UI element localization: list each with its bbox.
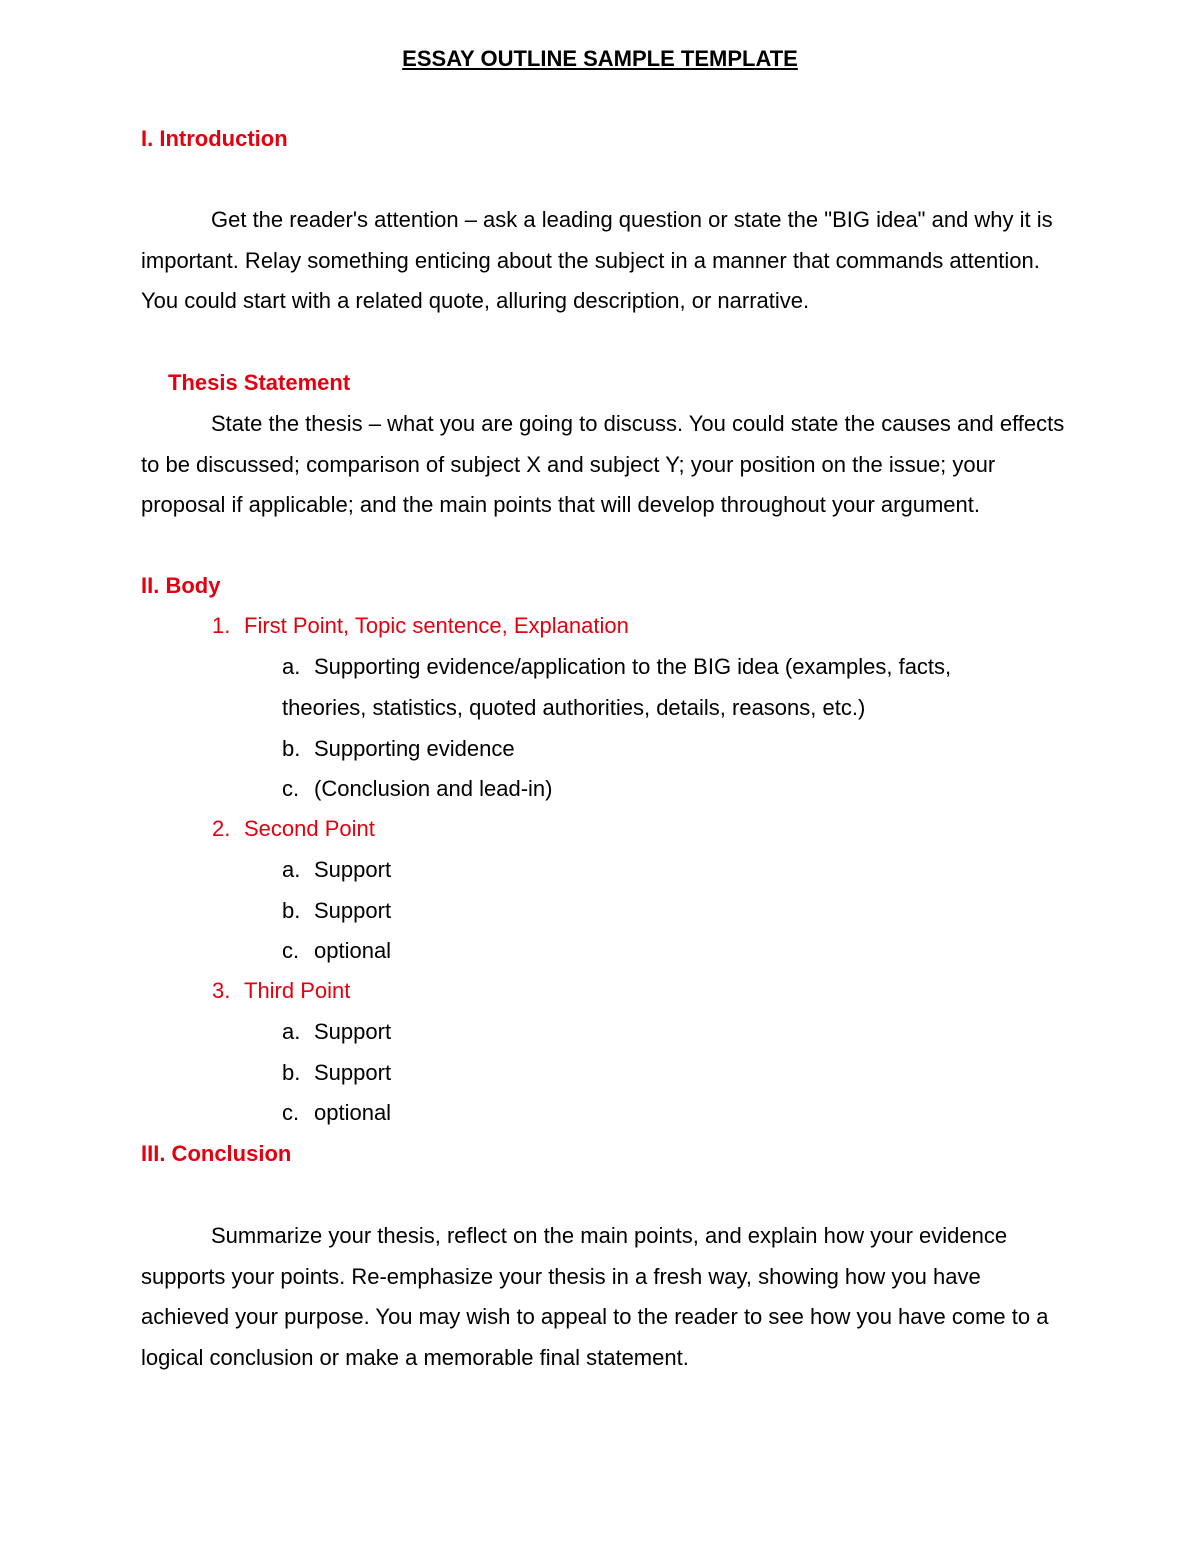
body-point-3-label: Third Point [244, 978, 351, 1003]
list-item: a. Support [282, 857, 392, 882]
body-point-2-label: Second Point [244, 816, 375, 841]
conclusion-heading: III. Conclusion [141, 1141, 292, 1166]
list-item: c. optional [282, 938, 392, 963]
list-item: c. optional [282, 1100, 392, 1125]
body-point-1: 1. First Point, Topic sentence, Explanation [212, 613, 629, 638]
introduction-text: Get the reader's attention – ask a leading question or state the "BIG idea" and why it is important. Relay something enticing about the subject in a manner that commands attention. You could start with a related quote, alluring description, or narrative. [141, 207, 1053, 314]
document-title: ESSAY OUTLINE SAMPLE TEMPLATE [402, 46, 798, 71]
introduction-heading: I. Introduction [141, 126, 288, 151]
list-item: c. (Conclusion and lead-in) [282, 776, 553, 801]
conclusion-paragraph [141, 1216, 1071, 1378]
list-item: a. Support [282, 1019, 392, 1044]
conclusion-text: Summarize your thesis, reflect on the main points, and explain how your evidence supports your points. Re-emphasize your thesis in a fresh way, showing how you have achieved your purpose. You may wish to appeal to the reader to see how you have come to a logical conclusion or make a memorable final statement. [141, 1223, 1049, 1370]
list-item: a. Supporting evidence/application to the BIG idea (examples, facts, [282, 654, 952, 679]
thesis-paragraph [141, 404, 1071, 526]
list-item-continuation: theories, statistics, quoted authorities, details, reasons, etc.) [282, 695, 866, 720]
introduction-paragraph [141, 200, 1071, 322]
body-point-3: 3. Third Point [212, 978, 351, 1003]
body-heading: II. Body [141, 573, 221, 598]
list-item: b. Support [282, 1060, 392, 1085]
list-item: b. Supporting evidence [282, 736, 515, 761]
body-point-2: 2. Second Point [212, 816, 375, 841]
thesis-text: State the thesis – what you are going to discuss. You could state the causes and effects to be discussed; comparison of subject X and subject Y; your position on the issue; your proposal if applicable; and the main points that will develop throughout your argument. [141, 411, 1065, 518]
body-point-1-label: First Point, Topic sentence, Explanation [244, 613, 629, 638]
list-item: b. Support [282, 898, 392, 923]
thesis-heading: Thesis Statement [168, 370, 351, 395]
